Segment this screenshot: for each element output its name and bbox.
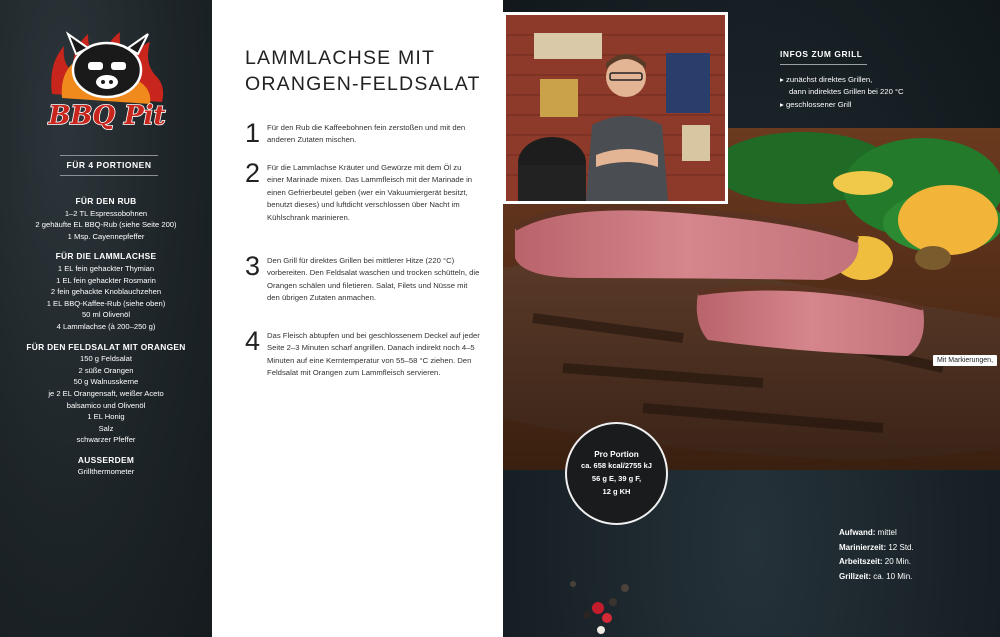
ingredient-line: Grillthermometer [77,467,135,477]
extra-heading: AUSSERDEM [77,454,135,465]
info-item: ▸ geschlossener Grill [780,99,852,109]
ingredient-line: je 2 EL Orangensaft, weißer Aceto [48,388,164,398]
step-3 [245,251,480,305]
photo-column [503,0,1000,637]
ingredient-list [0,196,212,478]
ingredient-line: balsamico und Olivenöl [66,400,146,410]
recipe-title: LAMMLACHSE MIT ORANGEN-FELDSALAT [245,47,481,95]
step-2 [245,158,480,224]
time-info: Aufwand: mittel Marinierzeit: 12 Std. Arbeitszeit: 20 Min. Grillzeit: ca. 10 Min. [839,528,914,581]
step-4 [245,326,480,380]
step-text: Den Grill für direktes Grillen bei mittlerer Hitze (220 °C) vorbereiten. Den Feldsalat waschen und trocken schütteln, die Orangen schälen und filetieren. Salat, Filets und Nüsse mit den übrigen Zutaten anmachen. [267,256,480,303]
bbq-pit-logo [44,24,170,132]
logo-text: BBQ Pit [48,101,166,131]
ingredient-line: 150 g Feldsalat [80,354,132,364]
badge-kcal: ca. 658 kcal/2755 kJ [581,461,652,470]
step-text: Für den Rub die Kaffeebohnen fein zerstoßen und mit den anderen Zutaten mischen. [267,123,466,145]
ingredient-line: 2 fein gehackte Knoblauchzehen [50,287,162,297]
step-text: Für die Lammlachse Kräuter und Gewürze mit dem Öl zu einer Marinade mixen. Das Lammfleisch mit der Marinade in einen Gefrierbeutel geben (wer ein Vakuumiergerät besitzt, benutzt dieses) und luftdicht verschlossen über Nacht im Kühlschrank marinieren. [267,163,473,222]
step-number: 3 [245,251,261,281]
ingredient-line: 4 Lammlachse (à 200–250 g) [56,321,156,331]
step-text: Das Fleisch abtupfen und bei geschlossenem Deckel auf jeder Seite 2–3 Minuten scharf angrillen. Danach indirekt noch 4–5 Minuten auf eine Kerntemperatur von 55–58 °C ziehen. Den Feldsalat mit Orangen zum Lammfleisch servieren. [267,331,480,378]
method-column [212,0,503,637]
ingredient-line: schwarzer Pfeffer [76,435,136,445]
ingredient-line: 1–2 TL Espressobohnen [64,208,148,218]
ingredient-line: 2 gehäufte EL BBQ-Rub (siehe Seite 200) [35,220,177,230]
info-item: dann indirektes Grillen bei 220 °C [789,87,904,97]
step-number: 4 [245,326,261,356]
ingredient-line: 50 g Walnusskerne [73,377,139,387]
step-1 [245,118,480,148]
photo-caption: Mit Markierungen, [933,355,997,366]
ingredient-line: 1 Msp. Cayennepfeffer [67,231,145,241]
info-item: ▸ zunächst direktes Grillen, [780,75,873,84]
ingredient-line: 50 ml Olivenöl [81,310,131,320]
ingredient-line: 1 EL fein gehackter Rosmarin [56,275,156,285]
salad-heading: FÜR DEN FELDSALAT MIT ORANGEN [26,341,186,352]
ingredients-column [0,0,212,637]
badge-macros: 56 g E, 39 g F, [591,474,642,483]
rub-heading: FÜR DEN RUB [75,196,137,206]
ingredient-line: 1 EL Honig [87,412,125,422]
ingredient-line: Salz [98,423,114,433]
portions-label: FÜR 4 PORTIONEN [64,155,154,176]
lamb-heading: FÜR DIE LAMMLACHSE [55,251,157,262]
ingredient-line: 2 süße Orangen [78,365,134,375]
badge-title: Pro Portion [594,450,639,459]
ingredient-line: 1 EL BBQ-Kaffee-Rub (siehe oben) [46,298,166,308]
grill-info-heading: INFOS ZUM GRILL [780,49,863,59]
step-number: 2 [245,158,261,188]
spice-decoration [503,0,1000,637]
ingredient-line: 1 EL fein gehackter Thymian [57,263,155,273]
step-number: 1 [245,118,261,148]
badge-carbs: 12 g KH [602,487,631,496]
